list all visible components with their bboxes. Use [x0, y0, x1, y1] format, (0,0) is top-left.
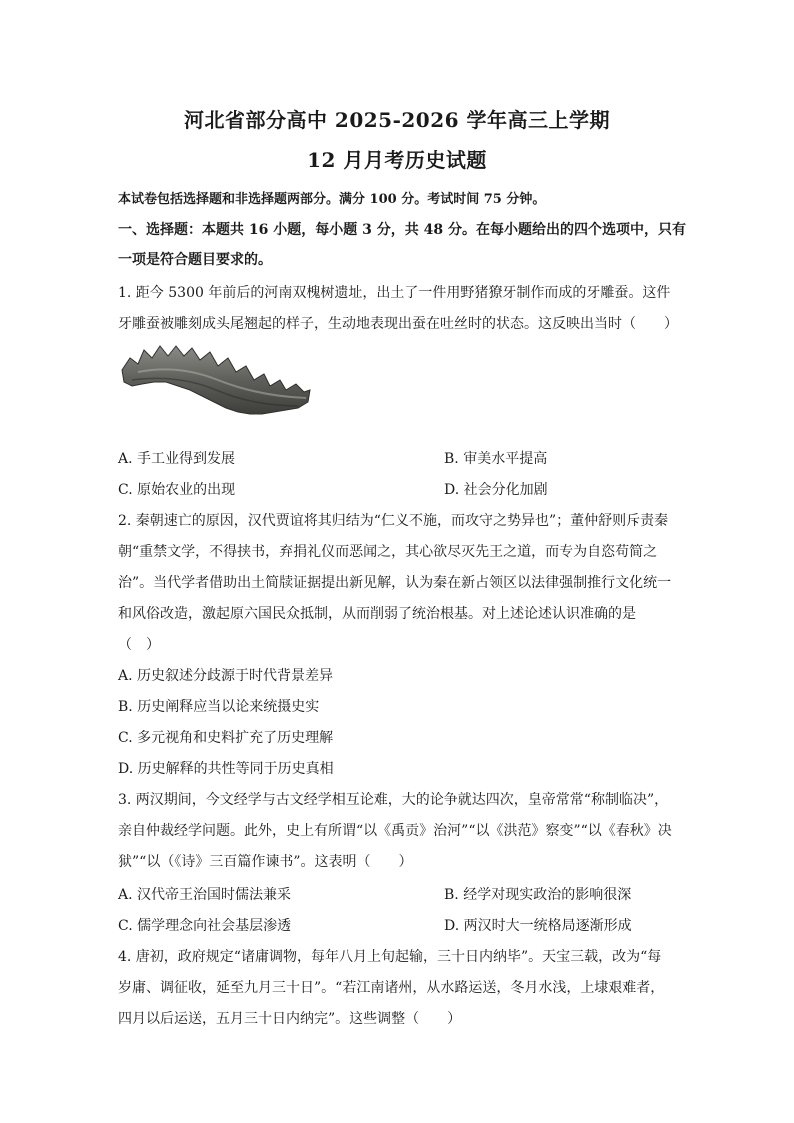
q2-stem-line3: 治”。当代学者借助出土简牍证据提出新见解，认为秦在新占领区以法律强制推行文化统一 — [118, 575, 672, 591]
q1-stem-line1: 1. 距今 5300 年前后的河南双槐树遗址，出土了一件用野猪獠牙制作而成的牙雕蚕。这件 — [118, 285, 671, 301]
q1-option-a[interactable]: A. 手工业得到发展 — [118, 451, 236, 467]
q3-stem-line1: 3. 两汉期间，今文经学与古文经学相互论难，大的论争就达四次，皇帝常常“称制临决”， — [118, 792, 669, 808]
exam-title-line1: 河北省部分高中 2025-2026 学年高三上学期 — [183, 108, 611, 132]
q3-option-d[interactable]: D. 两汉时大一统格局逐渐形成 — [444, 918, 632, 934]
q2-stem-line1: 2. 秦朝速亡的原因，汉代贾谊将其归结为“仁义不施，而攻守之势异也”；董仲舒则斥责秦 — [118, 513, 669, 529]
q2-option-a[interactable]: A. 历史叙述分歧源于时代背景差异 — [118, 668, 334, 684]
q2-option-c[interactable]: C. 多元视角和史料扩充了历史理解 — [118, 730, 334, 746]
q4-stem-line2: 岁庸、调征收，延至九月三十日”。“若江南诸州，从水路运送，冬月水浅，上埭艰难者， — [118, 980, 665, 996]
q1-option-d[interactable]: D. 社会分化加剧 — [444, 482, 548, 498]
ivory-silkworm-image — [118, 340, 314, 424]
q3-option-c[interactable]: C. 儒学理念向社会基层渗透 — [118, 918, 292, 934]
q3-option-b[interactable]: B. 经学对现实政治的影响很深 — [444, 887, 632, 903]
q3-stem-line3: 狱”“以（《诗》三百篇作谏书”。这表明（ ） — [118, 854, 413, 870]
q4-stem-line3: 四月以后运送，五月三十日内纳完”。这些调整（ ） — [118, 1011, 462, 1027]
q2-option-d[interactable]: D. 历史解释的共性等同于历史真相 — [118, 761, 334, 777]
q3-stem-line2: 亲自仲裁经学问题。此外，史上有所谓“以《禹贡》治河”“以《洪范》察变”“以《春秋》决 — [118, 823, 672, 839]
q3-option-a[interactable]: A. 汉代帝王治国时儒法兼采 — [118, 887, 292, 903]
q1-stem-line2: 牙雕蚕被雕刻成头尾翘起的样子，生动地表现出蚕在吐丝时的状态。这反映出当时（ ） — [118, 316, 678, 332]
exam-note: 本试卷包括选择题和非选择题两部分。满分 100 分。考试时间 75 分钟。 — [118, 192, 546, 207]
q4-stem-line1: 4. 唐初，政府规定“诸庸调物，每年八月上旬起输，三十日内纳毕”。天宝三载，改为“每 — [118, 949, 662, 965]
q1-option-c[interactable]: C. 原始农业的出现 — [118, 482, 236, 498]
q2-stem-line2: 朝“重禁文学，不得挟书，弃捐礼仪而恶闻之，其心欲尽灭先王之道，而专为自恣苟简之 — [118, 544, 658, 560]
exam-title-line2: 12 月月考历史试题 — [307, 148, 487, 172]
section-heading-line2: 一项是符合题目要求的。 — [118, 252, 272, 268]
q2-stem-line5: （ ） — [118, 637, 160, 653]
q2-stem-line4: 和风俗改造，激起原六国民众抵制，从而削弱了统治根基。对上述论述认识准确的是 — [118, 606, 636, 622]
q1-option-b[interactable]: B. 审美水平提高 — [444, 451, 548, 467]
section-heading-line1: 一、选择题：本题共 16 小题，每小题 3 分，共 48 分。在每小题给出的四个选项中，只有 — [118, 222, 686, 238]
q2-option-b[interactable]: B. 历史阐释应当以论来统摄史实 — [118, 699, 320, 715]
